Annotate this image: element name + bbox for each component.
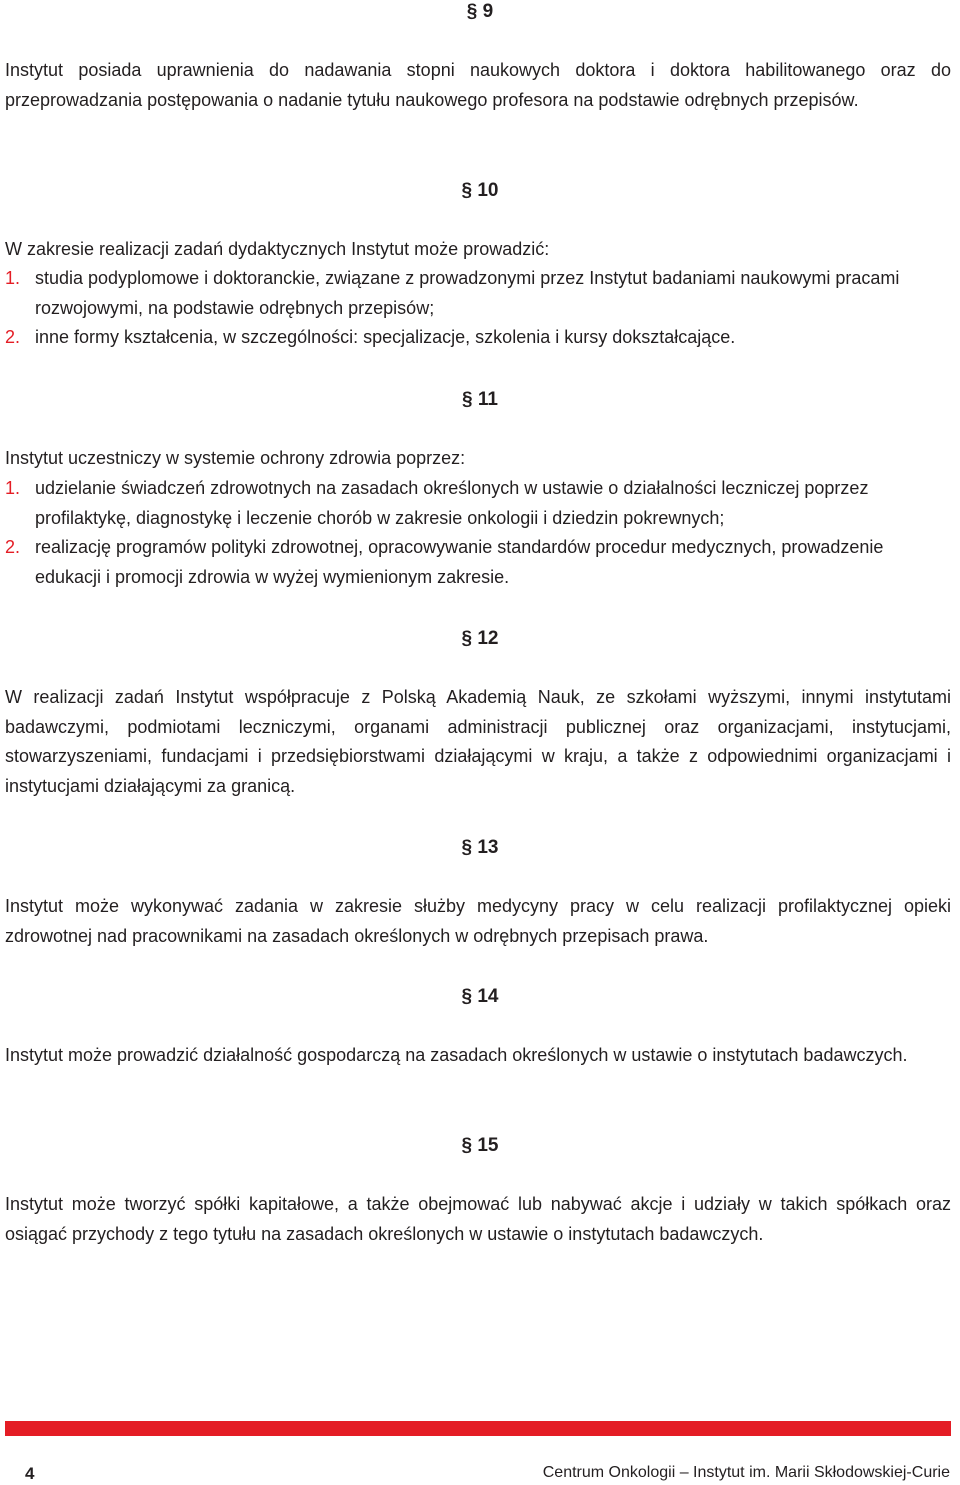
section-12-text: W realizacji zadań Instytut współpracuje z Polską Akademią Nauk, ze szkołami wyższymi, innymi instytutami badawczymi, podmiotami leczniczymi, organami administracji publicznej oraz organizacjami, instytucjami, stowarzyszeniami, fundacjami i przedsiębiorstwami działającymi w kraju, a także z odpowiednimi organizacjami i instytucjami działającymi za granicą. <box>5 687 951 797</box>
section-15-text: Instytut może tworzyć spółki kapitałowe, a także obejmować lub nabywać akcje i udziały w takich spółkach oraz osiągać przychody z tego tytułu na zasadach określonych w ustawie o instytutach badawczych. <box>5 1194 951 1244</box>
section-13-heading: § 13 <box>461 837 499 858</box>
list-item-text: studia podyplomowe i doktoranckie, związane z prowadzonymi przez Instytut badaniami naukowymi pracami rozwojowymi, na podstawie odrębnych przepisów; <box>35 268 900 318</box>
section-10-list <box>5 264 951 353</box>
list-item-text: udzielanie świadczeń zdrowotnych na zasadach określonych w ustawie o działalności leczniczej poprzez profilaktykę, diagnostykę i leczenie chorób w zakresie onkologii i dziedzin pokrewnych; <box>35 478 869 528</box>
section-11-intro: Instytut uczestniczy w systemie ochrony zdrowia poprzez: <box>5 448 466 468</box>
list-item <box>5 533 951 592</box>
section-14-heading: § 14 <box>461 986 499 1007</box>
section-14-text: Instytut może prowadzić działalność gospodarczą na zasadach określonych w ustawie o instytutach badawczych. <box>5 1045 908 1065</box>
footer-accent-bar <box>5 1421 951 1436</box>
list-item <box>5 474 951 533</box>
section-10-heading: § 10 <box>461 180 499 201</box>
list-item-number: 2. <box>5 537 21 558</box>
section-11-list <box>5 474 951 593</box>
section-12-heading: § 12 <box>461 628 499 649</box>
list-item <box>5 264 951 323</box>
section-9-text: Instytut posiada uprawnienia do nadawania stopni naukowych doktora i doktora habilitowanego oraz do przeprowadzania postępowania o nadanie tytułu naukowego profesora na podstawie odrębnych przepisów. <box>5 60 951 110</box>
list-item-number: 2. <box>5 327 21 348</box>
footer-title: Centrum Onkologii – Instytut im. Marii Skłodowskiej-Curie <box>542 1464 950 1481</box>
list-item <box>5 323 951 353</box>
section-9-heading: § 9 <box>466 1 494 22</box>
section-10-intro: W zakresie realizacji zadań dydaktycznych Instytut może prowadzić: <box>5 239 550 259</box>
list-item-text: inne formy kształcenia, w szczególności: specjalizacje, szkolenia i kursy dokształcające. <box>35 327 736 348</box>
section-13-text: Instytut może wykonywać zadania w zakresie służby medycyny pracy w celu realizacji profilaktycznej opieki zdrowotnej nad pracownikami na zasadach określonych w odrębnych przepisach prawa. <box>5 896 951 946</box>
list-item-text: realizację programów polityki zdrowotnej, opracowywanie standardów procedur medycznych, prowadzenie edukacji i promocji zdrowia w wyżej wymienionym zakresie. <box>35 537 884 588</box>
list-item-number: 1. <box>5 268 21 288</box>
section-11-heading: § 11 <box>462 389 498 410</box>
page-number: 4 <box>25 1464 35 1483</box>
list-item-number: 1. <box>5 478 21 498</box>
section-15-heading: § 15 <box>461 1135 499 1156</box>
